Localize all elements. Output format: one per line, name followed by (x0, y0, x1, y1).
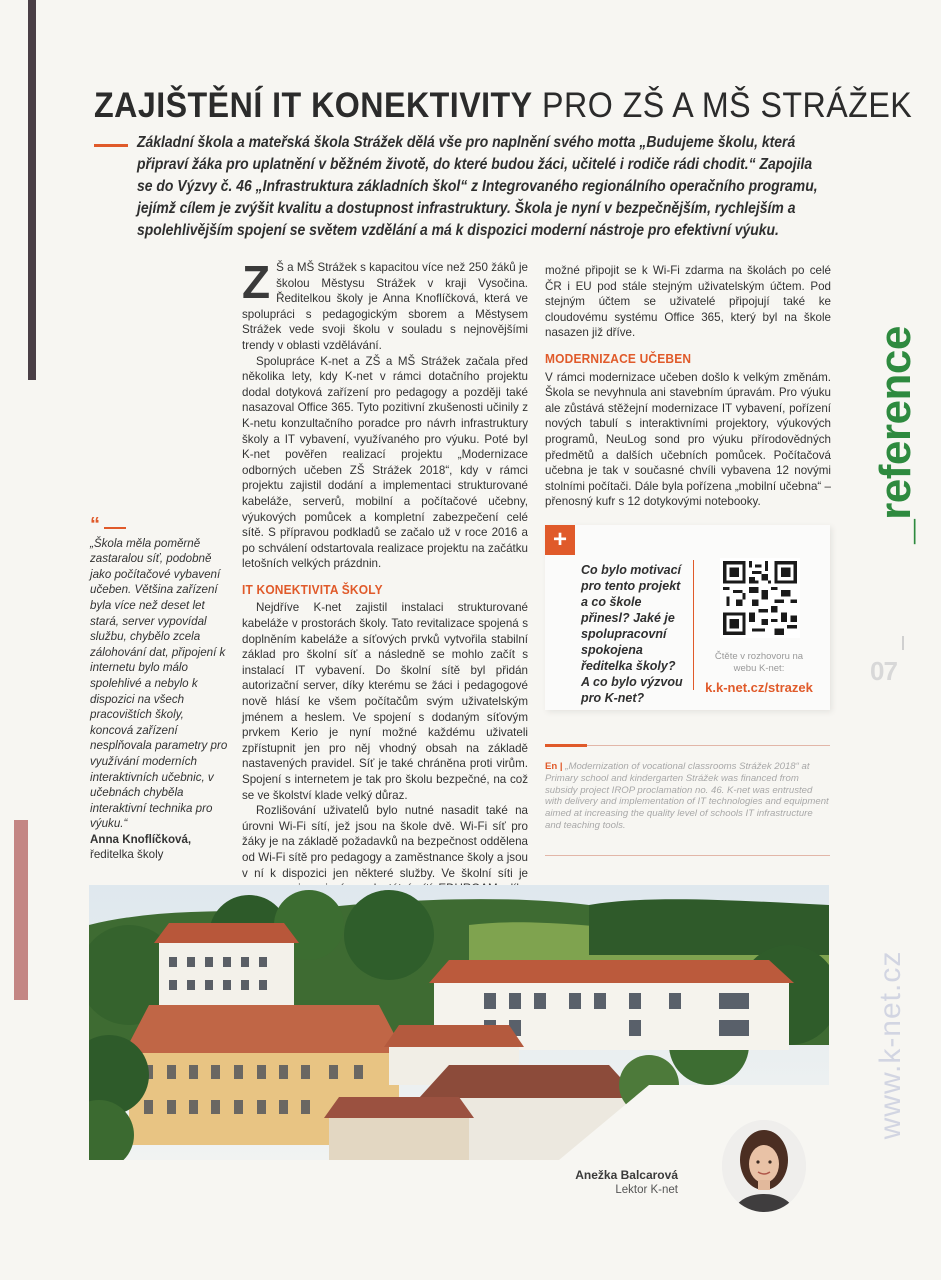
box-divider (693, 560, 694, 690)
body-column-2 (545, 263, 831, 510)
title-rest: PRO ZŠ A MŠ STRÁŽEK (542, 86, 913, 125)
interview-questions: Co bylo motivací pro tento projekt a co škole přinesl? Jaké je spolupracovní spokojena ředitelka školy? A co bylo výzvou pro K-net? (581, 563, 683, 705)
plus-icon: + (545, 525, 575, 555)
heading-modernization: MODERNIZACE UČEBEN (545, 350, 692, 366)
drop-cap: Z (242, 256, 271, 308)
paragraph-modernization: V rámci modernizace učeben došlo k velkým změnám. Škola se nevyhnula ani stavebním úpravám. Pro výuku ale zůstává stěžejní modernizace IT vybavení, pořízení nových tabulí s interaktivními projektory, výukových programů, NeuLog sond pro výuku přírodovědných předmětů a dalších učebních pomůcek. Počítačová učebna je tak v současné chvíli vybavena 12 novými stolními počítači. Dále byla pořízena „mobilní učebna“ – přenosný kufr s 12 dotykovými notebooky. (545, 370, 831, 509)
paragraph-wifi: Rozlišování uživatelů bylo nutné nasadit také na úrovni Wi-Fi sítí, jež jsou na škole dvě. Wi-Fi síť pro žáky je na základě požadavků na bezpečnost oddělena od Wi-Fi sítě pro pedagogy a zaměstnance školy a jsou v ní k dispozici jen některé služby. Ve školní síti je (242, 804, 528, 880)
page-number-rule (902, 636, 904, 650)
article-lead: Základní škola a mateřská škola Strážek dělá vše pro naplnění svého motta „Budujeme školu, která připraví žáka pro uplatnění v běžném životě, do které budou žáci, učitelé i rodiče rádi chodit.“ Zapojila se do Výzvy č. 46 „Infrastruktura základních škol“ z Integrovaného regionálního operačního programu, jejímž cílem je zvýšit kvalitu a dostupnost infrastruktury. Škola je nyní v bezpečnějším, rychlejším a spolehlivějším spojení se světem vzdělání a má k dispozici moderní nástroje pro efektivní výuku. (137, 134, 818, 239)
section-label-text: _reference (871, 326, 920, 544)
page-number: 07 (870, 656, 897, 686)
quote-author-role: ředitelka školy (90, 848, 164, 862)
english-rule-bottom (545, 855, 830, 856)
paragraph-eduroam: možné připojit se k Wi-Fi zdarma na školách po celé ČR i EU pod stále stejným uživatelským účtem. Pod stejným účtem se uživatelé připojují také ke cloudovému systému Office 365, který byl na škole nasazen již dříve. (545, 264, 831, 340)
quote-author: Anna Knoflíčková, (90, 832, 192, 846)
pull-quote (90, 516, 230, 863)
website-label (866, 925, 916, 1165)
quote-mark-icon: “ (90, 514, 100, 536)
binding-edge (28, 0, 36, 380)
website-text: www.k-net.cz (874, 950, 907, 1140)
title-bold: ZAJIŠTĚNÍ IT KONEKTIVITY (94, 86, 533, 125)
qr-code-icon[interactable] (720, 558, 800, 638)
quote-text: „Škola měla poměrně zastaralou síť, podobně jako počítačové vybavení učeben. Většina zařízení byla více než deset let stará, server vypovídal službu, chybělo zcela zálohování dat, připojení k internetu bylo málo spolehlivé a nebylo k dispozici na všech pracovištích školy, koncová zařízení nesplňovala parametry pro využívání moderních interaktivních učebnic, v učebnách chyběla interaktivní technika pro výuku.“ (90, 536, 228, 831)
quote-rule (104, 527, 126, 529)
english-text: „Modernization of vocational classrooms Strážek 2018“ at Primary school and kindergarten Strážek was financed from subsidy project IROP proclamation no. 46. K-net was entrusted with delivery and implementation of IT technologies and equipment aimed at increasing the quality level of schools IT infrastructure and teaching tools. (545, 761, 829, 831)
binding-edge-lower (14, 820, 28, 1000)
paragraph-intro: Š a MŠ Strážek s kapacitou více než 250 žáků je školou Městysu Strážek v kraji Vysočina. Ředitelkou školy je Anna Knoflíčková, která ve spolupráci s pedagogickým sborem a Městysem Strážek vede svoji školu v souladu s nejnovějšími trendy v oblasti vzdělávání. (242, 261, 528, 352)
author-avatar (722, 1120, 806, 1212)
english-accent-rule (545, 744, 587, 747)
school-photo (89, 885, 829, 1160)
paragraph-cooperation: Spolupráce K-net a ZŠ a MŠ Strážek začala před několika lety, kdy K-net v rámci dotačního projektu dodal dotyková zařízení pro pedagogy a později také nasazoval Office 365. Tyto pozitivní zkušenosti učinily z K-netu konzultačního poradce pro návrh infrastruktury školy a IT vybavení, využívaného pro výuku. Poté byl K-net pověřen realizací projektu „Modernizace odborných učeben ZŠ Strážek 2018“, kdy v rámci projektu zajistil dodání a implementaci strukturované kabeláže, serverů, mobilní a počítačové učebny, výukových pomůcek a kompletní zabezpečení celé sítě. S přípravou podkladů se začalo už v roce 2016 a po schválení odstartovala realizace projektu na začátku letošních velkých prázdnin. (242, 354, 528, 571)
article-title (94, 84, 913, 128)
paragraph-cabling: Nejdříve K-net zajistil instalaci strukturované kabeláže v prostorách školy. Tato revitalizace spojená s doplněním kabeláže a síťových prvků vytvořila stabilní základ pro školní síť a následně se mohlo začít s instalací IT vybavení. Do školní sítě byl přidán autorizační server, díky kterému se žáci i pedagogové nově hlásí ke všem počítačům svým uživatelským jménem a heslem. Ve spojení s dodaným síťovým prvkem Kerio je nyní možné každému uživateli zpřístupnit jen pro něj vhodný obsah na základě nastavených pravidel. Síť je také chráněna proti virům. Spojení s internetem je tak pro školu bezpečné, na což se ve školství klade velký důraz. (242, 601, 528, 802)
english-summary (545, 761, 830, 832)
section-label (866, 305, 926, 565)
author-role: Lektor K-net (615, 1184, 678, 1196)
english-rule-top (545, 745, 830, 746)
interview-note: Čtěte v rozhovoru na webu K-net: (714, 651, 804, 674)
body-column-1 (242, 256, 528, 912)
heading-it-connectivity: IT KONEKTIVITA ŠKOLY (242, 581, 383, 597)
author-name: Anežka Balcarová (575, 1168, 678, 1182)
english-tag: En | (545, 761, 563, 772)
lead-accent-rule (94, 144, 128, 147)
interview-link[interactable]: k.k-net.cz/strazek (705, 680, 813, 695)
